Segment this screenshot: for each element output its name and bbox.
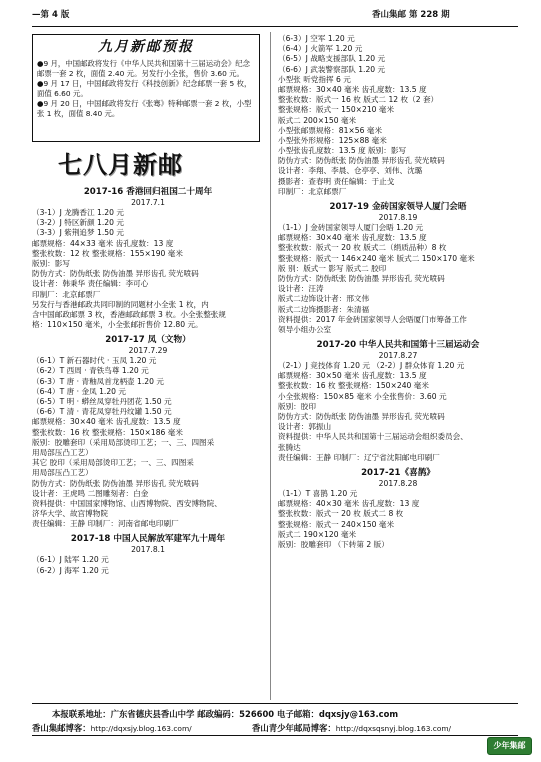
issue-title: 2017-18 中国人民解放军建军九十周年 bbox=[70, 534, 226, 545]
blog-link-left[interactable] bbox=[32, 722, 192, 734]
issue-line: 防伪方式：防伪纸张 防伪油墨 异形齿孔 荧光喷码 bbox=[278, 273, 445, 283]
issue-line: 济华大学、故宫博物院 bbox=[32, 509, 108, 519]
issue-date: 2017.8.1 bbox=[131, 545, 165, 555]
issue-line: 小型张外形规格：125×88 毫米 bbox=[278, 135, 387, 145]
blog-url[interactable]: http://dqxsqsnyj.blog.163.com/ bbox=[335, 724, 452, 733]
issue-line: （6-1）T 新石器时代 · 玉凤 1.20 元 bbox=[32, 356, 157, 366]
blog-label: 香山青少年邮局博客： bbox=[252, 723, 336, 733]
issue-line: 邮票规格：30×40 毫米 齿孔度数：13.5 度 bbox=[278, 84, 427, 94]
footer-bottom-rule bbox=[32, 735, 518, 736]
header-rule bbox=[32, 26, 518, 27]
issue-line: 小型张 听党指挥 6 元 bbox=[278, 74, 351, 84]
issue-line: （6-2）T 西周 · 青铁鸟尊 1.20 元 bbox=[32, 366, 149, 376]
issue-line: （6-6）J 武装警察部队 1.20 元 bbox=[278, 64, 386, 74]
issue-line: 小型张齿孔度数：13.5 度 版别：影写 bbox=[278, 146, 407, 156]
blog-url[interactable]: http://dqxsjy.blog.163.com/ bbox=[90, 724, 192, 733]
issue-line: （2-1）J 竞技体育 1.20 元 （2-2）J 群众体育 1.20 元 bbox=[278, 361, 465, 371]
left-column bbox=[32, 34, 264, 576]
issue-line: 设计者：李翔、李晨、仓亭亭、刘伟、沈璐 bbox=[278, 166, 423, 176]
issue-line: （1-1）T 喜鹊 1.20 元 bbox=[278, 488, 358, 498]
stamp-issue-2017-16 bbox=[32, 186, 264, 330]
blog-label: 香山集邮博客： bbox=[32, 723, 91, 733]
issue-line: （6-2）J 海军 1.20 元 bbox=[32, 565, 109, 575]
issue-line: 版 别：版式一 影写 版式二 胶印 bbox=[278, 263, 387, 273]
footer-rule bbox=[32, 703, 518, 704]
issue-line: 版别：影写 bbox=[32, 258, 70, 268]
issue-line: （6-5）J 战略支援部队 1.20 元 bbox=[278, 54, 386, 64]
issue-line: 整张规格：版式一 240×150 毫米 bbox=[278, 519, 395, 529]
issue-line: 设计者：郭振山 bbox=[278, 422, 332, 432]
issue-line: 整张规格：版式一 150×210 毫米 bbox=[278, 105, 395, 115]
issue-line: 整张枚数：16 枚 整张规格：150×240 毫米 bbox=[278, 381, 429, 391]
issue-line: 设计者：王虎鸣 二图雕刻者：白金 bbox=[32, 488, 149, 498]
issue-line: 邮票规格：40×30 毫米 齿孔度数：13 度 bbox=[278, 499, 420, 509]
column-divider bbox=[270, 32, 271, 700]
issue-line: 防伪方式：防伪纸张 防伪油墨 异形齿孔 荧光喷码 bbox=[32, 478, 199, 488]
issue-line: （3-3）J 紫荆追梦 1.50 元 bbox=[32, 228, 124, 238]
preview-item: ●9 月 20 日，中国邮政将发行《张骞》特种邮票一套 2 枚，小型张 1 枚，面值 8.40 元。 bbox=[37, 99, 252, 118]
issue-line: 整张枚数：12 枚 整张规格：155×190 毫米 bbox=[32, 248, 183, 258]
contact-line: 本报联系地址：广东省德庆县香山中学 邮政编码：526600 电子邮箱：dqxsjy@163.com bbox=[52, 709, 399, 719]
issue-line: 版别：胶雕套印（采用局部烫印工艺；一、三、四图采 bbox=[32, 437, 215, 447]
stamp-issue-2017-17 bbox=[32, 334, 264, 529]
issue-line: 邮票规格：30×40 毫米 齿孔度数：13.5 度 bbox=[278, 233, 427, 243]
issue-line: 防伪方式：防伪纸张 防伪油墨 异形齿孔 荧光喷码 bbox=[278, 156, 445, 166]
issue-title: 2017-19 金砖国家领导人厦门会晤 bbox=[329, 202, 467, 212]
issue-line: 版别：胶印 bbox=[278, 401, 316, 411]
issue-line: 用局部压凸工艺） bbox=[32, 447, 93, 457]
issue-line: 资料提供：中华人民共和国第十三届运动会组织委员会、 bbox=[278, 432, 468, 442]
stamp-issue-2017-20 bbox=[278, 339, 518, 463]
issue-line: 邮票规格：30×40 毫米 齿孔度数：13.5 度 bbox=[32, 417, 181, 427]
issue-line: 整张枚数：版式一 20 枚 版式二 8 枚 bbox=[278, 509, 404, 519]
right-column bbox=[278, 34, 518, 550]
issue-line: 防伪方式：防伪纸张 防伪油墨 异形齿孔 荧光喷码 bbox=[278, 412, 445, 421]
issue-date: 2017.8.19 bbox=[378, 213, 418, 222]
issue-line: 用局部压凸工艺） bbox=[32, 468, 93, 478]
issue-line: （6-3）J 空军 1.20 元 bbox=[278, 34, 355, 43]
issue-line: （6-4）T 唐 · 金凤 1.20 元 bbox=[32, 386, 126, 396]
issue-line: 防伪方式：防伪纸张 防伪油墨 异形齿孔 荧光喷码 bbox=[32, 269, 199, 279]
preview-box bbox=[32, 34, 260, 142]
issue-line: 整张枚数：版式一 16 枚 版式二 12 枚（2 套） bbox=[278, 95, 439, 105]
issue-date: 2017.8.28 bbox=[378, 478, 418, 488]
issue-line: （6-6）T 清 · 青花凤穿牡丹纹罐 1.50 元 bbox=[32, 407, 172, 417]
issue-line: 版别：胶雕套印 （下转第 2 版） bbox=[278, 539, 389, 549]
issue-line: 格：110×150 毫米，小全张邮折售价 12.80 元。 bbox=[32, 320, 203, 330]
issue-line: 资料提供：2017 年金砖国家领导人会晤厦门市筹备工作 bbox=[278, 314, 467, 324]
stamp-issue-2017-21 bbox=[278, 467, 518, 550]
issue-line: 印制厂：北京邮票厂 bbox=[32, 289, 101, 299]
blog-link-right[interactable] bbox=[252, 722, 451, 734]
issue-title: 香山集邮 第 228 期 bbox=[372, 10, 450, 20]
issue-line: 版式二边饰摄影者：朱清福 bbox=[278, 304, 370, 314]
stamp-issue-2017-18-cont bbox=[278, 34, 518, 197]
youth-philately-logo bbox=[487, 737, 532, 755]
issue-line: 邮票规格：30×50 毫米 齿孔度数：13.5 度 bbox=[278, 371, 427, 381]
logo-label: 少年集邮 bbox=[493, 741, 526, 750]
issue-line: 整张枚数：版式一 20 枚 版式二（绢质品种）8 枚 bbox=[278, 243, 447, 253]
issue-line: 版式二 190×120 毫米 bbox=[278, 529, 357, 539]
issue-line: 资料提供：中国国家博物馆、山西博物院、西安博物院、 bbox=[32, 498, 222, 508]
issue-line: 责任编辑：王静 印制厂：河南省邮电印刷厂 bbox=[32, 519, 179, 529]
issue-line: 版式二边饰设计者：邢文伟 bbox=[278, 294, 370, 304]
issue-date: 2017.7.1 bbox=[131, 198, 165, 207]
preview-title: 九月新邮预报 bbox=[98, 39, 194, 55]
issue-line: 含中国邮政邮票 3 枚，香港邮政邮票 3 枚。小全张整张规 bbox=[32, 309, 226, 319]
issue-title: 2017-20 中华人民共和国第十三届运动会 bbox=[316, 340, 480, 351]
issue-line: （6-3）T 唐 · 青釉凤首龙柄壶 1.20 元 bbox=[32, 376, 164, 386]
issue-line: 版式二 200×150 毫米 bbox=[278, 115, 357, 125]
preview-item: ●9 月 17 日，中国邮政将发行《科技创新》纪念邮票一套 5 枚，面值 6.60 元。 bbox=[37, 79, 252, 98]
issue-line: （1-1）J 金砖国家领导人厦门会晤 1.20 元 bbox=[278, 223, 424, 232]
issue-line: 整张规格：版式一 146×240 毫米 版式二 150×170 毫米 bbox=[278, 253, 475, 263]
issue-line: 摄影者：查春明 责任编辑：于止戈 bbox=[278, 176, 395, 186]
issue-line: （6-1）J 陆军 1.20 元 bbox=[32, 555, 109, 565]
issue-line: 小型张邮票规格：81×56 毫米 bbox=[278, 125, 383, 135]
issue-title: 2017-16 香港回归祖国二十周年 bbox=[83, 187, 213, 197]
page-edition-label: —第 4 版 bbox=[32, 10, 70, 20]
issue-line: 设计者：汪涛 bbox=[278, 284, 324, 294]
issue-line: （3-1）J 龙腾香江 1.20 元 bbox=[32, 208, 124, 217]
issue-line: 印制厂：北京邮票厂 bbox=[278, 186, 347, 196]
issue-line: （3-2）J 特区新颜 1.20 元 bbox=[32, 218, 124, 228]
issue-title: 2017-17 凤（文物） bbox=[105, 335, 191, 346]
issue-line: 整张枚数：16 枚 整张规格：150×186 毫米 bbox=[32, 427, 183, 437]
issue-date: 2017.7.29 bbox=[128, 346, 168, 356]
issue-line: 其它 胶印（采用局部烫印工艺；一、三、四图采 bbox=[32, 458, 194, 468]
issue-line: 邮票规格：44×33 毫米 齿孔度数：13 度 bbox=[32, 238, 174, 248]
issue-line: （6-4）J 火箭军 1.20 元 bbox=[278, 44, 363, 54]
issue-line: 小全张规格：150×85 毫米 小全张售价：3.60 元 bbox=[278, 391, 447, 401]
stamp-issue-2017-19 bbox=[278, 201, 518, 335]
issue-title: 2017-21《喜鹊》 bbox=[361, 467, 435, 478]
issue-line: （6-5）T 明 · 蟒丝凤穿牡丹团花 1.50 元 bbox=[32, 397, 172, 406]
issue-date: 2017.8.27 bbox=[378, 351, 418, 361]
issue-line: 领导小组办公室 bbox=[278, 324, 332, 334]
headline: 七八月新邮 bbox=[58, 150, 183, 179]
issue-line: 另发行与香港邮政共同印制的同题材小全张 1 枚，内 bbox=[32, 299, 209, 309]
issue-line: 责任编辑：王静 印制厂：辽宁省沈阳邮电印刷厂 bbox=[278, 452, 440, 462]
issue-line: 张腾达 bbox=[278, 442, 301, 452]
issue-line: 设计者：韩秉华 责任编辑：李可心 bbox=[32, 279, 149, 289]
stamp-issue-2017-18 bbox=[32, 533, 264, 575]
preview-item: ●9 月，中国邮政将发行《中华人民共和国第十三届运动会》纪念邮票一套 2 枚，面值 2.40 元。另发行小全张，售价 3.60 元。 bbox=[37, 59, 251, 78]
